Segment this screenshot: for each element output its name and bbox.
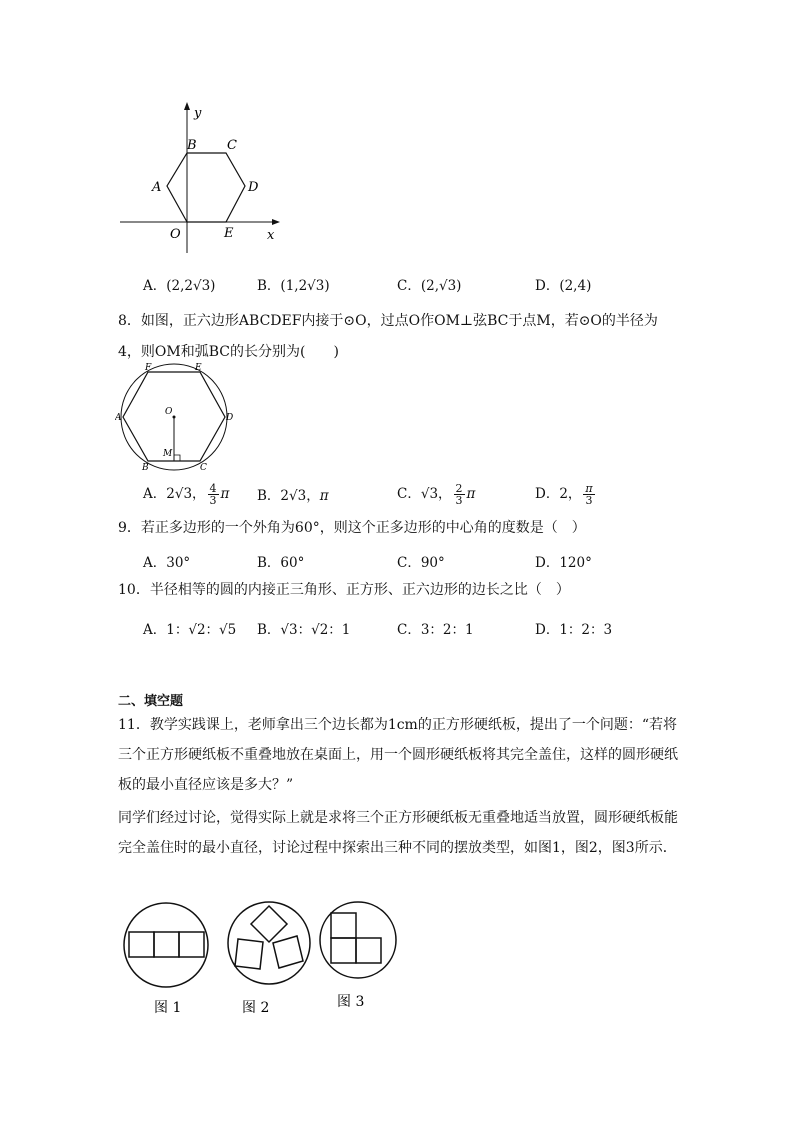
figure-1-square-3 [179,932,204,957]
point-label-e: E [224,226,234,241]
option-d-value: (2,4) [559,278,592,294]
q10-option-a: A．1：√2：√5 [143,622,237,638]
option-a-first: 2√3 [166,486,193,502]
q8-stem-line1: 8．如图，正六边形ABCDEF内接于⊙O，过点O作OM⊥弦BC于点M，若⊙O的半径为 [118,313,658,329]
pi-symbol: π [466,486,476,502]
q9-stem: 9．若正多边形的一个外角为60°，则这个正多边形的中心角的度数是（ ） [118,520,586,536]
fraction-numerator: 4 [209,482,217,495]
point-label-b: B [187,138,197,153]
fraction [208,483,219,506]
option-letter: B． [257,488,281,504]
y-axis-arrow-icon [184,102,190,110]
point-label-o: O [170,227,181,242]
label-a: A [115,413,122,423]
option-d-first: 2 [559,486,568,502]
label-d: D [226,413,234,423]
q7-option-d [535,274,591,294]
point-label-c: C [227,138,237,153]
option-c-first: √3 [420,486,439,502]
q8-stem-line2: 4，则OM和弧BC的长分别为( ) [118,344,339,360]
q8-option-d: D．2， $\frac{\pi}{3}$ [535,482,593,507]
q10-option-c: C．3：2：1 [397,622,474,638]
q10-option-b: B．√3：√2：1 [257,622,351,638]
option-b-value: (1,2√3) [280,278,330,294]
q11-paragraph-2: 同学们经过讨论，觉得实际上就是求将三个正方形硬纸板无重叠地适当放置，圆形硬纸板能完全盖住时的最小直径，讨论过程中探索出三种不同的摆放类型，如图1，图2，图3所示． [118,810,678,856]
q11-figures [122,900,402,1020]
q8-option-b: B．2√3，π [257,488,329,504]
label-c: C [200,463,207,473]
option-letter: C． [397,486,421,502]
q8-option-c: C．√3， $\frac{2}{3}$ π [397,482,476,507]
q9-option-c: C．90° [397,555,445,571]
fraction-denominator: 3 [455,494,463,507]
option-letter: B． [257,278,281,294]
fraction [454,483,465,506]
figure-3 [320,902,396,978]
q7-option-a [143,274,215,294]
label-f: F [145,363,152,373]
right-angle-mark [174,455,180,461]
option-b-second: π [319,488,329,504]
x-axis-label: x [267,228,275,243]
q9-option-a: A．30° [143,555,191,571]
q11-paragraph-1: 11．教学实践课上，老师拿出三个边长都为1cm的正方形硬纸板，提出了一个问题：“若将三个正方形硬纸板不重叠地放在桌面上，用一个圆形硬纸板将其完全盖住，这样的圆形硬纸板的最小直径应该是多大？” [118,717,678,793]
q10-option-d: D．1：2：3 [535,622,613,638]
figure-2-square-right [273,936,303,968]
label-o: O [165,407,173,417]
q8-option-a: A．2√3， $\frac{4}{3}$ π [143,482,230,507]
option-c-value: (2,√3) [420,278,462,294]
q9-option-b: B．60° [257,555,305,571]
figure-3-square-bottom-left [331,938,356,963]
point-label-d: D [248,180,259,195]
label-m: M [163,449,173,459]
option-b-first: 2√3 [280,488,307,504]
figure-2-square-left [235,939,263,969]
figure-3-caption: 图 3 [337,994,365,1010]
q7-coordinate-figure [110,95,290,260]
q7-option-c [397,274,461,294]
fraction-numerator: π [585,482,593,495]
y-axis-label: y [194,106,202,121]
option-letter: D． [535,486,560,502]
figure-1 [124,903,208,987]
fraction-denominator: 3 [585,494,593,507]
hexagon-abcdeo [167,153,245,222]
center-o-dot [173,416,176,419]
option-letter: D． [535,278,560,294]
label-b: B [142,463,149,473]
q7-option-b [257,274,330,294]
fraction [583,483,594,506]
figure-1-caption: 图 1 [154,1000,182,1016]
figure-3-square-top [331,913,356,938]
q9-option-d: D．120° [535,555,592,571]
label-e: E [195,363,202,373]
option-letter: A． [143,278,167,294]
q8-inscribed-hexagon-figure [115,362,240,474]
option-letter: A． [143,486,167,502]
figure-2-caption: 图 2 [242,1000,270,1016]
option-letter: C． [397,278,421,294]
figure-2-square-top [251,906,287,942]
fraction-denominator: 3 [209,494,217,507]
q10-stem: 10．半径相等的圆的内接正三角形、正方形、正六边形的边长之比（ ） [118,582,570,598]
figure-1-square-1 [129,932,154,957]
pi-symbol: π [220,486,230,502]
figure-1-square-2 [154,932,179,957]
fraction-numerator: 2 [455,482,463,495]
option-a-value: (2,2√3) [166,278,216,294]
figure-1-circle [124,903,208,987]
point-label-a: A [152,180,162,195]
x-axis-arrow-icon [272,219,280,225]
figure-2 [228,902,310,984]
figure-3-square-bottom-right [356,938,381,963]
section-heading: 二、填空题 [118,694,184,709]
